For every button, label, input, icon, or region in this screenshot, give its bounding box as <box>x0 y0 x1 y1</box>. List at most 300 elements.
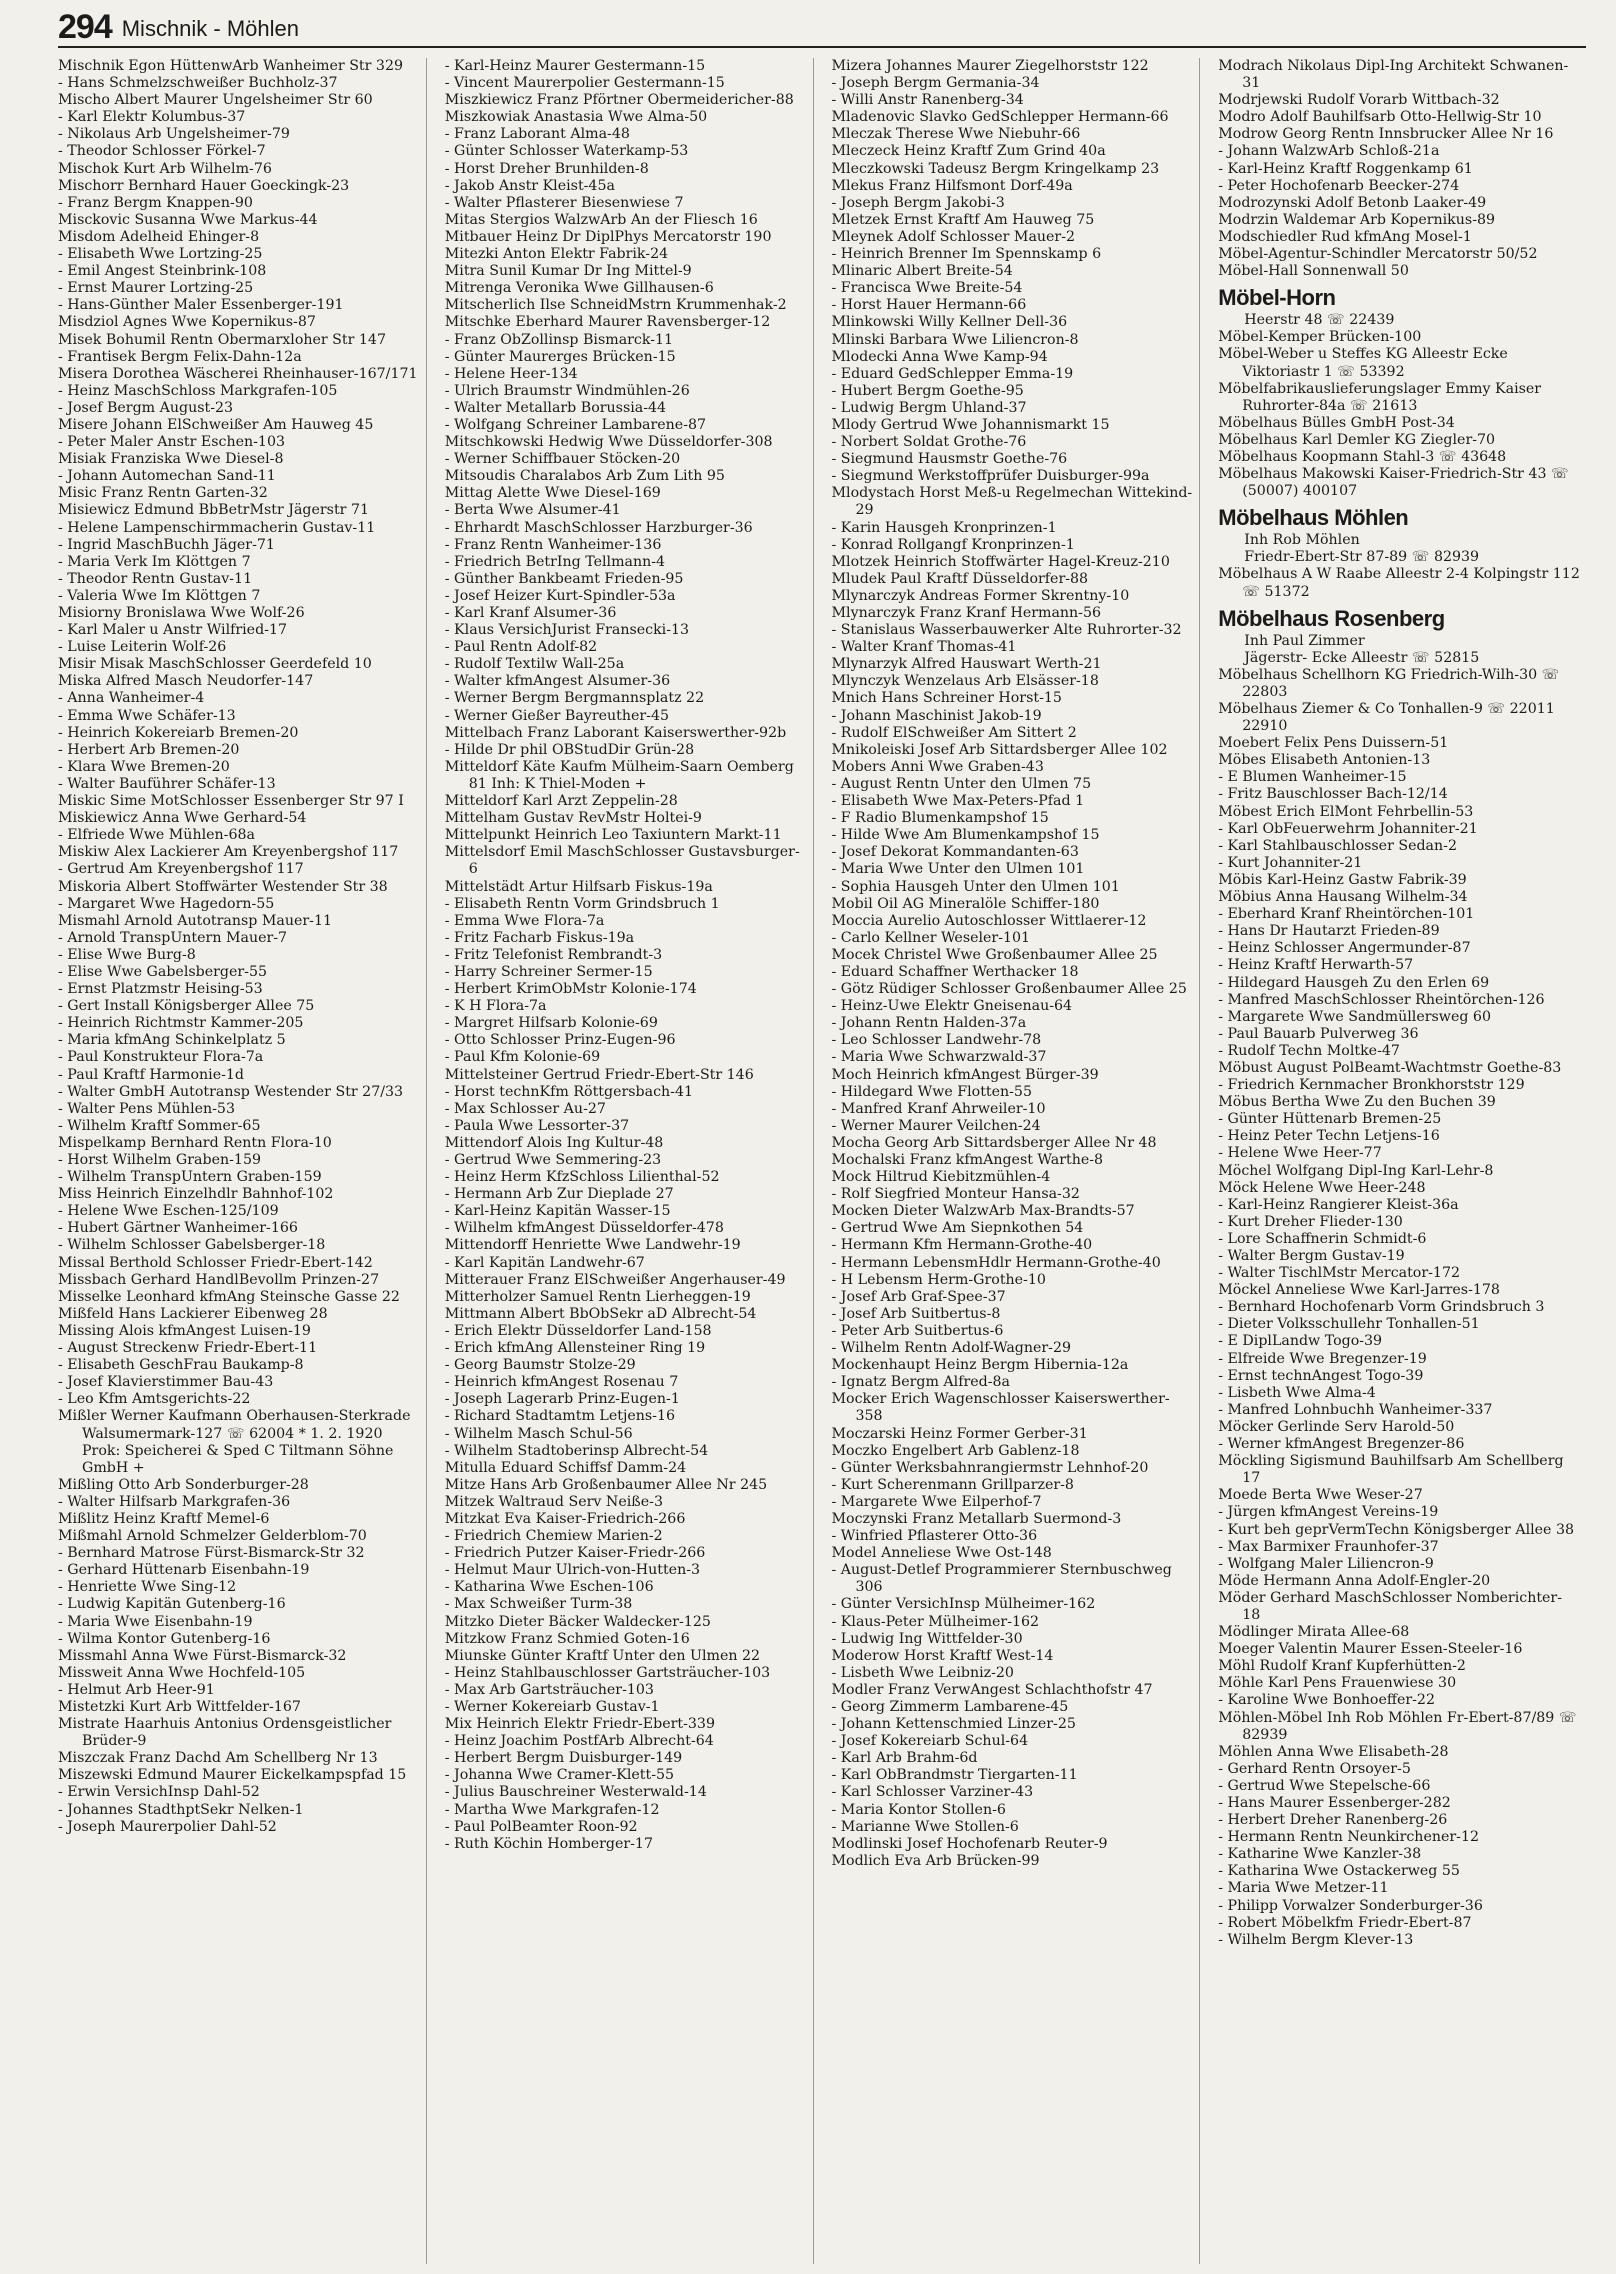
directory-entry: - Lisbeth Wwe Leibniz-20 <box>831 1664 1014 1681</box>
directory-entry: Möde Hermann Anna Adolf-Engler-20 <box>1218 1572 1491 1589</box>
directory-entry: - Heinrich Richtmstr Kammer-205 <box>58 1015 304 1032</box>
directory-entry: Mocha Georg Arb Sittardsberger Allee Nr 48 <box>831 1134 1157 1151</box>
directory-entry: Mitra Sunil Kumar Dr Ing Mittel-9 <box>444 263 692 280</box>
directory-entry: Möbelhaus Schellhorn KG Friedrich-Wilh-30 ☏ 22803 <box>1218 666 1560 700</box>
directory-entry: Mletzek Ernst Kraftf Am Hauweg 75 <box>831 211 1095 228</box>
directory-entry: - Werner Bergm Bergmannsplatz 22 <box>444 690 705 707</box>
directory-entry: Mitbauer Heinz Dr DiplPhys Mercatorstr 190 <box>444 228 772 245</box>
directory-entry: - Johanna Wwe Cramer-Klett-55 <box>444 1767 675 1784</box>
directory-entry: Moczko Engelbert Arb Gablenz-18 <box>831 1442 1080 1459</box>
directory-entry: Mitulla Eduard Schiffsf Damm-24 <box>444 1459 687 1476</box>
directory-entry: - Josef Kokereiarb Schul-64 <box>831 1733 1029 1750</box>
directory-entry: - Heinrich Brenner Im Spennskamp 6 <box>831 246 1102 263</box>
directory-entry: - Friedrich Putzer Kaiser-Friedr-266 <box>444 1545 706 1562</box>
directory-entry: - Georg Zimmerm Lambarene-45 <box>831 1699 1069 1715</box>
directory-entry: - Herbert Arb Bremen-20 <box>58 741 240 758</box>
directory-entry: - Wilhelm TranspUntern Graben-159 <box>58 1169 322 1186</box>
directory-entry: - Maria Kontor Stollen-6 <box>831 1801 1006 1818</box>
directory-entry: Friedr-Ebert-Str 87-89 ☏ 82939 <box>1244 549 1480 566</box>
directory-entry: Mitschke Eberhard Maurer Ravensberger-12 <box>444 314 771 331</box>
directory-entry: - Kurt Dreher Flieder-130 <box>1218 1213 1403 1230</box>
directory-entry: - Ernst Maurer Lortzing-25 <box>58 280 254 297</box>
directory-entry: - Paul Kraftf Harmonie-1d <box>58 1066 244 1083</box>
directory-entry: - Emil Angest Steinbrink-108 <box>58 263 267 280</box>
directory-entry: Miunske Günter Kraftf Unter den Ulmen 22 <box>444 1647 761 1664</box>
directory-entry: Mitscherlich Ilse SchneidMstrn Krummenhak-2 <box>444 297 787 314</box>
directory-entry: Miskiewicz Anna Wwe Gerhard-54 <box>58 810 307 827</box>
directory-entry: Modrow Georg Rentn Innsbrucker Allee Nr 16 <box>1218 126 1554 143</box>
directory-entry: - Hubert Gärtner Wanheimer-166 <box>58 1220 298 1237</box>
directory-entry: Möhlen Anna Wwe Elisabeth-28 <box>1218 1743 1449 1760</box>
directory-entry: - Maria Wwe Schwarzwald-37 <box>831 1049 1047 1066</box>
directory-entry: - Elisabeth Wwe Max-Peters-Pfad 1 <box>831 793 1085 810</box>
directory-entry: - Karl ObBrandmstr Tiergarten-11 <box>831 1767 1078 1784</box>
directory-entry: - Gertrud Wwe Stepelsche-66 <box>1218 1777 1431 1794</box>
directory-entry: - Günter Maurerges Brücken-15 <box>444 348 676 365</box>
directory-entry: - Rudolf ElSchweißer Am Sittert 2 <box>831 724 1077 741</box>
directory-entry: Mißling Otto Arb Sonderburger-28 <box>58 1476 309 1493</box>
directory-entry: Mlynarczyk Franz Kranf Hermann-56 <box>831 605 1102 621</box>
directory-entry: - Johannes StadthptSekr Nelken-1 <box>58 1801 304 1818</box>
directory-entry: Modrjewski Rudolf Vorarb Wittbach-32 <box>1218 92 1500 109</box>
directory-entry: Möbel-Kemper Brücken-100 <box>1218 329 1422 346</box>
directory-entry: - Karl-Heinz Kraftf Roggenkamp 61 <box>1218 160 1473 177</box>
directory-entry: Möck Helene Wwe Heer-248 <box>1218 1179 1426 1196</box>
directory-entry: - Julius Bauschreiner Westerwald-14 <box>444 1784 707 1801</box>
directory-entry: - Kurt beh geprVermTechn Königsberger Allee 38 <box>1218 1521 1575 1538</box>
directory-entry: Mlinkowski Willy Kellner Dell-36 <box>831 314 1068 331</box>
directory-entry: - Heinz-Uwe Elektr Gneisenau-64 <box>831 998 1073 1015</box>
directory-entry: Miszkiewicz Franz Pförtner Obermeidericher-88 <box>444 92 794 109</box>
directory-entry: - Hermann Arb Zur Dieplade 27 <box>444 1186 674 1203</box>
directory-entry: Misiak Franziska Wwe Diesel-8 <box>58 451 284 468</box>
directory-entry: Mischok Kurt Arb Wilhelm-76 <box>58 160 272 177</box>
directory-entry: Mlotzek Heinrich Stoffwärter Hagel-Kreuz-210 <box>831 553 1170 570</box>
directory-entry: Moebert Felix Pens Duissern-51 <box>1218 735 1449 752</box>
directory-entry: - Anna Wanheimer-4 <box>58 690 205 707</box>
directory-entry: - Katharine Wwe Kanzler-38 <box>1218 1846 1422 1863</box>
directory-entry: - Katharina Wwe Ostackerweg 55 <box>1218 1863 1460 1880</box>
column-1 <box>58 58 427 2264</box>
directory-entry: - Horst Wilhelm Graben-159 <box>58 1152 261 1168</box>
directory-entry: - Johann Rentn Halden-37a <box>831 1015 1027 1032</box>
directory-entry: - Karl ObFeuerwehrm Johanniter-21 <box>1218 820 1478 837</box>
directory-entry: - Herbert Bergm Duisburger-149 <box>444 1750 683 1767</box>
directory-entry: - Philipp Vorwalzer Sonderburger-36 <box>1218 1897 1483 1914</box>
directory-entry: - Helene Wwe Heer-77 <box>1218 1145 1382 1162</box>
directory-entry: Mizera Johannes Maurer Ziegelhorststr 122 <box>831 58 1149 74</box>
directory-entry: - Franz ObZollinsp Bismarck-11 <box>444 331 674 348</box>
directory-entry: - Josef Arb Graf-Spee-37 <box>831 1288 1006 1305</box>
directory-entry: Miska Alfred Masch Neudorfer-147 <box>58 673 314 690</box>
directory-entry: - Hildegard Hausgeh Zu den Erlen 69 <box>1218 974 1490 991</box>
directory-entry: Mödlinger Mirata Allee-68 <box>1218 1624 1410 1641</box>
directory-entry: Mitzko Dieter Bäcker Waldecker-125 <box>444 1613 711 1630</box>
directory-entry: Möbel-Hall Sonnenwall 50 <box>1218 263 1409 280</box>
directory-entry: Mleczkowski Tadeusz Bergm Kringelkamp 23 <box>831 160 1160 177</box>
page-range: Mischnik - Möhlen <box>121 16 300 41</box>
directory-entry: - Walter Hilfsarb Markgrafen-36 <box>58 1493 291 1510</box>
directory-entry: Möbelhaus Ziemer & Co Tonhallen-9 ☏ 22011 22910 <box>1218 701 1555 735</box>
directory-entry: - Kurt Johanniter-21 <box>1218 854 1363 871</box>
directory-entry: Möcker Gerlinde Serv Harold-50 <box>1218 1418 1455 1435</box>
directory-entry: Möchel Wolfgang Dipl-Ing Karl-Lehr-8 <box>1218 1162 1494 1179</box>
directory-entry: - Paul Kfm Kolonie-69 <box>444 1049 601 1066</box>
directory-entry: - Josef Heizer Kurt-Spindler-53a <box>444 587 676 604</box>
directory-entry: Misiewicz Edmund BbBetrMstr Jägerstr 71 <box>58 502 369 519</box>
directory-entry: - Walter Pens Mühlen-53 <box>58 1100 235 1117</box>
directory-entry: Modro Adolf Bauhilfsarb Otto-Hellwig-Str 10 <box>1218 109 1542 126</box>
directory-entry: - Marianne Wwe Stollen-6 <box>831 1818 1019 1835</box>
directory-entry: Mißler Werner Kaufmann Oberhausen-Sterkrade Walsumermark-127 ☏ 62004 * 1. 2. 1920 Prok: Speicherei & Sped C Tiltmann Söhne GmbH + <box>58 1408 411 1476</box>
directory-entry: - Ludwig Ing Wittfelder-30 <box>831 1630 1023 1647</box>
directory-entry: - Ruth Köchin Homberger-17 <box>444 1835 653 1852</box>
directory-entry: - Siegmund Hausmstr Goethe-76 <box>831 451 1068 468</box>
directory-entry: - Horst Hauer Hermann-66 <box>831 297 1027 314</box>
directory-entry: Möckling Sigismund Bauhilfsarb Am Schellberg 17 <box>1218 1453 1564 1487</box>
directory-entry: - H Lebensm Herm-Grothe-10 <box>831 1271 1046 1288</box>
directory-entry: - Karl Elektr Kolumbus-37 <box>58 109 246 126</box>
directory-entry: - Dieter Volksschullehr Tonhallen-51 <box>1218 1316 1480 1333</box>
directory-entry: - Josef Klavierstimmer Bau-43 <box>58 1374 274 1391</box>
directory-entry: Mitteldorf Karl Arzt Zeppelin-28 <box>444 793 678 810</box>
directory-entry: Miss Heinrich Einzelhdlr Bahnhof-102 <box>58 1186 334 1203</box>
directory-entry: Mistrate Haarhuis Antonius Ordensgeistlicher Brüder-9 <box>58 1716 392 1750</box>
directory-entry: - Klara Wwe Bremen-20 <box>58 758 230 775</box>
directory-entry: - Bernhard Matrose Fürst-Bismarck-Str 32 <box>58 1545 365 1562</box>
directory-entry: - Max Schweißer Turm-38 <box>444 1596 633 1613</box>
directory-entry: Modler Franz VerwAngest Schlachthofstr 47 <box>831 1681 1153 1698</box>
directory-entry: Moeger Valentin Maurer Essen-Steeler-16 <box>1218 1641 1523 1658</box>
directory-entry: - Johann Automechan Sand-11 <box>58 468 276 485</box>
directory-entry: Mitze Hans Arb Großenbaumer Allee Nr 245 <box>444 1476 768 1493</box>
directory-entry: Möbelhaus Koopmann Stahl-3 ☏ 43648 <box>1218 448 1507 465</box>
directory-entry: - Joseph Maurerpolier Dahl-52 <box>58 1818 277 1835</box>
directory-entry: - Wilhelm kfmAngest Düsseldorfer-478 <box>444 1220 724 1237</box>
directory-entry: Mitzek Waltraud Serv Neiße-3 <box>444 1493 663 1510</box>
directory-entry: - Hans Dr Hautarzt Frieden-89 <box>1218 923 1440 940</box>
directory-entry: - Heinz Herm KfzSchloss Lilienthal-52 <box>444 1169 720 1186</box>
directory-entry: - Jürgen kfmAngest Vereins-19 <box>1218 1504 1439 1521</box>
directory-entry: - Harry Schreiner Sermer-15 <box>444 963 653 980</box>
directory-entry: - Wolfgang Maler Liliencron-9 <box>1218 1555 1434 1572</box>
directory-entry: - Friedrich Chemiew Marien-2 <box>444 1528 663 1545</box>
directory-entry: Mleczak Therese Wwe Niebuhr-66 <box>831 126 1081 143</box>
directory-entry: - Paul PolBeamter Roon-92 <box>444 1818 638 1835</box>
directory-entry: Möbel-Weber u Steffes KG Alleestr Ecke Viktoriastr 1 ☏ 53392 <box>1218 346 1508 380</box>
directory-entry: Mistetzki Kurt Arb Wittfelder-167 <box>58 1699 301 1715</box>
directory-entry: Mobers Anni Wwe Graben-43 <box>831 758 1044 775</box>
directory-entry: - Emma Wwe Schäfer-13 <box>58 707 236 724</box>
directory-entry: Mnikoleiski Josef Arb Sittardsberger Allee 102 <box>831 741 1168 758</box>
directory-entry: - Hermann Kfm Hermann-Grothe-40 <box>831 1237 1093 1254</box>
directory-entry: - Joseph Bergm Jakobi-3 <box>831 194 1005 211</box>
directory-entry: Miszczak Franz Dachd Am Schellberg Nr 13 <box>58 1750 378 1767</box>
directory-entry: - Günther Bankbeamt Frieden-95 <box>444 570 684 587</box>
directory-entry: - Ernst Platzmstr Heising-53 <box>58 981 263 998</box>
directory-entry: - Eberhard Kranf Rheintörchen-101 <box>1218 906 1475 923</box>
directory-entry: Miszkowiak Anastasia Wwe Alma-50 <box>444 109 708 126</box>
directory-entry: - Walter TischlMstr Mercator-172 <box>1218 1265 1460 1282</box>
directory-entry: - Gertrud Wwe Semmering-23 <box>444 1152 662 1168</box>
directory-entry: - Max Schlosser Au-27 <box>444 1100 606 1117</box>
directory-entry: Mitzkat Eva Kaiser-Friedrich-266 <box>444 1510 686 1527</box>
directory-entry: - E DiplLandw Togo-39 <box>1218 1333 1383 1350</box>
directory-entry: - Heinz Joachim PostfArb Albrecht-64 <box>444 1733 714 1750</box>
directory-entry: - Martha Wwe Markgrafen-12 <box>444 1801 660 1818</box>
directory-entry: - Fritz Telefonist Rembrandt-3 <box>444 946 663 963</box>
directory-entry: Mitschkowski Hedwig Wwe Düsseldorfer-308 <box>444 434 773 451</box>
directory-entry: - Werner kfmAngest Bregenzer-86 <box>1218 1436 1465 1453</box>
directory-entry: - Franz Laborant Alma-48 <box>444 126 630 143</box>
directory-entry: Möhle Karl Pens Frauenwiese 30 <box>1218 1675 1457 1692</box>
directory-entry: - Elfreide Wwe Bregenzer-19 <box>1218 1350 1427 1367</box>
directory-entry: - Wolfgang Schreiner Lambarene-87 <box>444 416 707 433</box>
directory-entry: - Hilde Wwe Am Blumenkampshof 15 <box>831 827 1100 844</box>
directory-entry: Möbust August PolBeamt-Wachtmstr Goethe-83 <box>1218 1059 1562 1076</box>
directory-entry: - Peter Arb Suitbertus-6 <box>831 1322 1004 1339</box>
directory-entry: Mischo Albert Maurer Ungelsheimer Str 60 <box>58 92 373 109</box>
directory-entry: - Werner Gießer Bayreuther-45 <box>444 707 669 724</box>
directory-entry: - Maria Wwe Unter den Ulmen 101 <box>831 861 1085 878</box>
directory-columns <box>58 58 1586 2264</box>
directory-entry: Mocek Christel Wwe Großenbaumer Allee 25 <box>831 946 1158 963</box>
directory-entry: Mißfeld Hans Lackierer Eibenweg 28 <box>58 1305 328 1322</box>
directory-entry: Möbest Erich ElMont Fehrbellin-53 <box>1218 803 1474 820</box>
directory-entry: - Ludwig Bergm Uhland-37 <box>831 399 1027 416</box>
directory-entry: - Valeria Wwe Im Klöttgen 7 <box>58 587 261 604</box>
directory-entry: Mitterholzer Samuel Rentn Lierheggen-19 <box>444 1288 751 1305</box>
directory-entry: Mitteldorf Käte Kaufm Mülheim-Saarn Oemberg 81 Inh: K Thiel-Moden + <box>444 758 794 792</box>
directory-entry: - Karl Arb Brahm-6d <box>831 1750 978 1767</box>
directory-entry: Mißlitz Heinz Kraftf Memel-6 <box>58 1510 270 1527</box>
directory-entry: - Helene Heer-134 <box>444 365 578 382</box>
directory-entry: Möbes Elisabeth Antonien-13 <box>1218 752 1431 769</box>
directory-entry: - Maria Verk Im Klöttgen 7 <box>58 553 251 570</box>
directory-entry: - Karoline Wwe Bonhoeffer-22 <box>1218 1692 1435 1709</box>
directory-entry: - Elisabeth Wwe Lortzing-25 <box>58 246 263 263</box>
directory-entry: - Günter Werksbahnrangiermstr Lehnhof-20 <box>831 1459 1149 1476</box>
directory-entry: - Erich Elektr Düsseldorfer Land-158 <box>444 1322 712 1339</box>
directory-entry: - Theodor Schlosser Förkel-7 <box>58 143 266 160</box>
directory-entry: - Franz Rentn Wanheimer-136 <box>444 536 662 553</box>
directory-entry: - Josef Bergm August-23 <box>58 399 234 416</box>
directory-entry: - Luise Leiterin Wolf-26 <box>58 639 227 656</box>
directory-entry: - Hubert Bergm Goethe-95 <box>831 382 1024 399</box>
directory-entry: Mismahl Arnold Autotransp Mauer-11 <box>58 912 333 929</box>
directory-entry: Misic Franz Rentn Garten-32 <box>58 485 268 502</box>
directory-entry: - Karl-Heinz Kapitän Wasser-15 <box>444 1203 671 1220</box>
directory-entry: - Ludwig Kapitän Gutenberg-16 <box>58 1596 286 1613</box>
directory-entry: - Günter Hüttenarb Bremen-25 <box>1218 1111 1442 1128</box>
directory-entry: Mleynek Adolf Schlosser Mauer-2 <box>831 228 1076 245</box>
directory-entry: Mitrenga Veronika Wwe Gillhausen-6 <box>444 280 714 297</box>
directory-entry: - Ernst technAngest Togo-39 <box>1218 1367 1424 1384</box>
directory-entry: - Erwin VersichInsp Dahl-52 <box>58 1784 260 1801</box>
page-header <box>58 6 1586 48</box>
directory-entry: Mlody Gertrud Wwe Johannismarkt 15 <box>831 416 1110 433</box>
directory-entry: - Peter Maler Anstr Eschen-103 <box>58 434 285 451</box>
directory-entry: - Franz Bergm Knappen-90 <box>58 194 253 211</box>
directory-entry: Möder Gerhard MaschSchlosser Nomberichter-18 <box>1218 1589 1563 1623</box>
directory-entry: Mocker Erich Wagenschlosser Kaiserswerther-358 <box>831 1391 1170 1425</box>
directory-entry: Mispelkamp Bernhard Rentn Flora-10 <box>58 1134 332 1151</box>
directory-entry: - Paula Wwe Lessorter-37 <box>444 1117 630 1134</box>
directory-entry: - Johann Kettenschmied Linzer-25 <box>831 1716 1076 1733</box>
directory-entry: - Paul Rentn Adolf-82 <box>444 639 598 656</box>
directory-entry: Mochalski Franz kfmAngest Warthe-8 <box>831 1152 1104 1168</box>
directory-entry: - Walter GmbH Autotransp Westender Str 27/33 <box>58 1083 404 1100</box>
directory-entry: Modrach Nikolaus Dipl-Ing Architekt Schwanen-31 <box>1218 58 1569 92</box>
directory-entry: Mobil Oil AG Mineralöle Schiffer-180 <box>831 895 1100 912</box>
directory-entry: - Henriette Wwe Sing-12 <box>58 1579 237 1596</box>
directory-entry: - Walter Bauführer Schäfer-13 <box>58 775 276 792</box>
directory-entry: - Wilhelm Schlosser Gabelsberger-18 <box>58 1237 326 1254</box>
directory-entry: Miskoria Albert Stoffwärter Westender Str 38 <box>58 878 388 895</box>
directory-entry: - Ulrich Braumstr Windmühlen-26 <box>444 382 690 399</box>
directory-entry: - Stanislaus Wasserbauwerker Alte Ruhrorter-32 <box>831 622 1182 639</box>
directory-entry: Mischorr Bernhard Hauer Goeckingk-23 <box>58 177 350 194</box>
directory-entry: Mludek Paul Kraftf Düsseldorfer-88 <box>831 570 1089 587</box>
directory-entry: - Werner Schiffbauer Stöcken-20 <box>444 451 681 468</box>
directory-entry: - Walter kfmAngest Alsumer-36 <box>444 673 671 690</box>
directory-entry: Mockenhaupt Heinz Bergm Hibernia-12a <box>831 1357 1129 1374</box>
directory-entry: - August-Detlef Programmierer Sternbuschweg 306 <box>831 1562 1172 1596</box>
directory-entry: - Gerhard Rentn Orsoyer-5 <box>1218 1760 1411 1777</box>
directory-entry: - Bernhard Hochofenarb Vorm Grindsbruch 3 <box>1218 1299 1545 1316</box>
directory-entry: Modrozynski Adolf Betonb Laaker-49 <box>1218 194 1487 211</box>
directory-entry: - Horst Dreher Brunhilden-8 <box>444 160 649 177</box>
directory-entry: - Francisca Wwe Breite-54 <box>831 280 1023 297</box>
directory-entry: - Konrad Rollgangf Kronprinzen-1 <box>831 536 1075 553</box>
directory-entry: - Walter Pflasterer Biesenwiese 7 <box>444 194 684 211</box>
directory-entry: - Fritz Facharb Fiskus-19a <box>444 929 635 946</box>
directory-entry: Missweit Anna Wwe Hochfeld-105 <box>58 1664 306 1681</box>
directory-entry: Misckovic Susanna Wwe Markus-44 <box>58 211 318 228</box>
directory-entry: - Ignatz Bergm Alfred-8a <box>831 1374 1010 1391</box>
directory-entry: - Arnold TranspUntern Mauer-7 <box>58 929 288 946</box>
directory-entry: Möbus Bertha Wwe Zu den Buchen 39 <box>1218 1094 1496 1111</box>
directory-entry: Model Anneliese Wwe Ost-148 <box>831 1545 1052 1562</box>
directory-entry: - Rolf Siegfried Monteur Hansa-32 <box>831 1186 1080 1203</box>
directory-entry: Möbelhaus Karl Demler KG Ziegler-70 <box>1218 431 1496 448</box>
directory-entry: - Winfried Pflasterer Otto-36 <box>831 1528 1038 1545</box>
directory-entry: - Ingrid MaschBuchh Jäger-71 <box>58 536 275 553</box>
directory-entry: Mittendorf Alois Ing Kultur-48 <box>444 1134 664 1151</box>
directory-entry: Mitterauer Franz ElSchweißer Angerhauser-49 <box>444 1271 786 1288</box>
directory-entry: - Willi Anstr Ranenberg-34 <box>831 92 1024 109</box>
directory-entry: - Manfred Kranf Ahrweiler-10 <box>831 1100 1046 1117</box>
directory-entry: - Josef Arb Suitbertus-8 <box>831 1305 1001 1322</box>
directory-entry: - Helene Wwe Eschen-125/109 <box>58 1203 279 1220</box>
directory-entry: - Götz Rüdiger Schlosser Großenbaumer Allee 25 <box>831 981 1187 998</box>
directory-entry: - Margarete Wwe Sandmüllersweg 60 <box>1218 1008 1491 1025</box>
directory-entry: Modrzin Waldemar Arb Kopernikus-89 <box>1218 211 1496 228</box>
directory-entry: - Ehrhardt MaschSchlosser Harzburger-36 <box>444 519 753 536</box>
directory-entry: - Emma Wwe Flora-7a <box>444 912 605 929</box>
directory-entry: Mittmann Albert BbObSekr aD Albrecht-54 <box>444 1305 757 1322</box>
directory-entry: - Heinz Kraftf Herwarth-57 <box>1218 957 1414 974</box>
directory-entry: - Otto Schlosser Prinz-Eugen-96 <box>444 1032 676 1049</box>
directory-entry: - Elisabeth GeschFrau Baukamp-8 <box>58 1357 304 1374</box>
directory-entry: - Lore Schaffnerin Schmidt-6 <box>1218 1230 1427 1247</box>
directory-entry: - Hilde Dr phil OBStudDir Grün-28 <box>444 741 695 758</box>
directory-entry: Mlynarczyk Andreas Former Skrentny-10 <box>831 587 1130 604</box>
directory-entry: - Elisabeth Rentn Vorm Grindsbruch 1 <box>444 895 720 912</box>
directory-entry: - Herbert KrimObMstr Kolonie-174 <box>444 981 697 998</box>
directory-entry: - Hermann LebensmHdlr Hermann-Grothe-40 <box>831 1254 1161 1271</box>
directory-entry: - Gertrud Wwe Am Siepnkothen 54 <box>831 1220 1084 1237</box>
directory-entry: Möhlen-Möbel Inh Rob Möhlen Fr-Ebert-87/89 ☏ 82939 <box>1218 1709 1577 1743</box>
directory-entry: - Günter VersichInsp Mülheimer-162 <box>831 1596 1096 1613</box>
directory-entry: Mitsoudis Charalabos Arb Zum Lith 95 <box>444 468 725 485</box>
directory-entry: - Karl Maler u Anstr Wilfried-17 <box>58 622 288 639</box>
directory-entry: Mittelpunkt Heinrich Leo Taxiuntern Markt-11 <box>444 827 782 844</box>
directory-entry: Mittendorff Henriette Wwe Landwehr-19 <box>444 1237 741 1254</box>
directory-entry: - Kurt Scherenmann Grillparzer-8 <box>831 1476 1074 1493</box>
directory-entry: - Georg Baumstr Stolze-29 <box>444 1357 636 1374</box>
directory-entry: - Helmut Maur Ulrich-von-Hutten-3 <box>444 1562 701 1579</box>
directory-entry: - Joseph Bergm Germania-34 <box>831 75 1040 92</box>
directory-entry: Misdom Adelheid Ehinger-8 <box>58 228 260 245</box>
directory-entry: - Werner Maurer Veilchen-24 <box>831 1117 1041 1134</box>
directory-entry: - Norbert Soldat Grothe-76 <box>831 434 1027 451</box>
directory-entry: - Helmut Arb Heer-91 <box>58 1681 215 1698</box>
page-number: 294 <box>58 8 112 46</box>
directory-entry: Möbelfabrikauslieferungslager Emmy Kaiser Ruhrorter-84a ☏ 21613 <box>1218 380 1542 414</box>
directory-entry: - Wilhelm Rentn Adolf-Wagner-29 <box>831 1340 1072 1357</box>
directory-entry: Möckel Anneliese Wwe Karl-Jarres-178 <box>1218 1282 1500 1299</box>
directory-entry: - Leo Kfm Amtsgerichts-22 <box>58 1391 251 1408</box>
directory-entry: Mißmahl Arnold Schmelzer Gelderblom-70 <box>58 1528 367 1545</box>
directory-entry: - Max Barmixer Fraunhofer-37 <box>1218 1538 1439 1555</box>
directory-entry: Misselke Leonhard kfmAng Steinsche Gasse 22 <box>58 1288 400 1305</box>
directory-entry: Möbel-Agentur-Schindler Mercatorstr 50/52 <box>1218 246 1538 263</box>
directory-entry: - Friedrich Kernmacher Bronkhorststr 129 <box>1218 1077 1525 1094</box>
directory-entry: Mitzkow Franz Schmied Goten-16 <box>444 1630 690 1647</box>
directory-entry: Möbius Anna Hausang Wilhelm-34 <box>1218 889 1468 906</box>
advert-heading: Möbelhaus Möhlen <box>1218 505 1409 531</box>
directory-entry: - Maria kfmAng Schinkelplatz 5 <box>58 1032 286 1049</box>
directory-entry: - Siegmund Werkstoffprüfer Duisburger-99a <box>831 468 1150 485</box>
directory-entry: Modlich Eva Arb Brücken-99 <box>831 1852 1040 1869</box>
directory-entry: - Margaret Wwe Hagedorn-55 <box>58 895 275 912</box>
directory-entry: - Klaus-Peter Mülheimer-162 <box>831 1613 1040 1630</box>
directory-entry: Mittag Alette Wwe Diesel-169 <box>444 485 661 502</box>
directory-entry: Möbelhaus Makowski Kaiser-Friedrich-Str 43 ☏ (50007) 400107 <box>1218 466 1569 500</box>
directory-entry: - Heinz Peter Techn Letjens-16 <box>1218 1128 1440 1145</box>
directory-entry: - Max Arb Gartsträucher-103 <box>444 1681 654 1698</box>
directory-entry: Mitas Stergios WalzwArb An der Fliesch 16 <box>444 211 758 228</box>
directory-entry: - Margret Hilfsarb Kolonie-69 <box>444 1015 658 1032</box>
directory-entry: - Wilhelm Kraftf Sommer-65 <box>58 1117 261 1134</box>
directory-entry: Moczynski Franz Metallarb Suermond-3 <box>831 1510 1122 1527</box>
directory-entry: - Elfriede Wwe Mühlen-68a <box>58 827 255 844</box>
directory-entry: Inh Rob Möhlen <box>1244 532 1360 549</box>
directory-entry: Mix Heinrich Elektr Friedr-Ebert-339 <box>444 1716 715 1733</box>
directory-entry: Inh Paul Zimmer <box>1244 632 1365 649</box>
directory-entry: - Erich kfmAng Allensteiner Ring 19 <box>444 1340 706 1357</box>
directory-entry: Mittelsteiner Gertrud Friedr-Ebert-Str 146 <box>444 1066 754 1083</box>
directory-entry: - Hildegard Wwe Flotten-55 <box>831 1083 1032 1100</box>
directory-entry: Mittelham Gustav RevMstr Holtei-9 <box>444 810 702 827</box>
directory-entry: Mnich Hans Schreiner Horst-15 <box>831 690 1062 707</box>
directory-entry: - Berta Wwe Alsumer-41 <box>444 502 621 519</box>
directory-entry: Miskic Sime MotSchlosser Essenberger Str 97 I <box>58 793 404 810</box>
directory-entry: Möbis Karl-Heinz Gastw Fabrik-39 <box>1218 871 1467 888</box>
directory-entry: - Heinz Stahlbauschlosser Gartsträucher-103 <box>444 1664 771 1681</box>
column-3 <box>832 58 1201 2264</box>
